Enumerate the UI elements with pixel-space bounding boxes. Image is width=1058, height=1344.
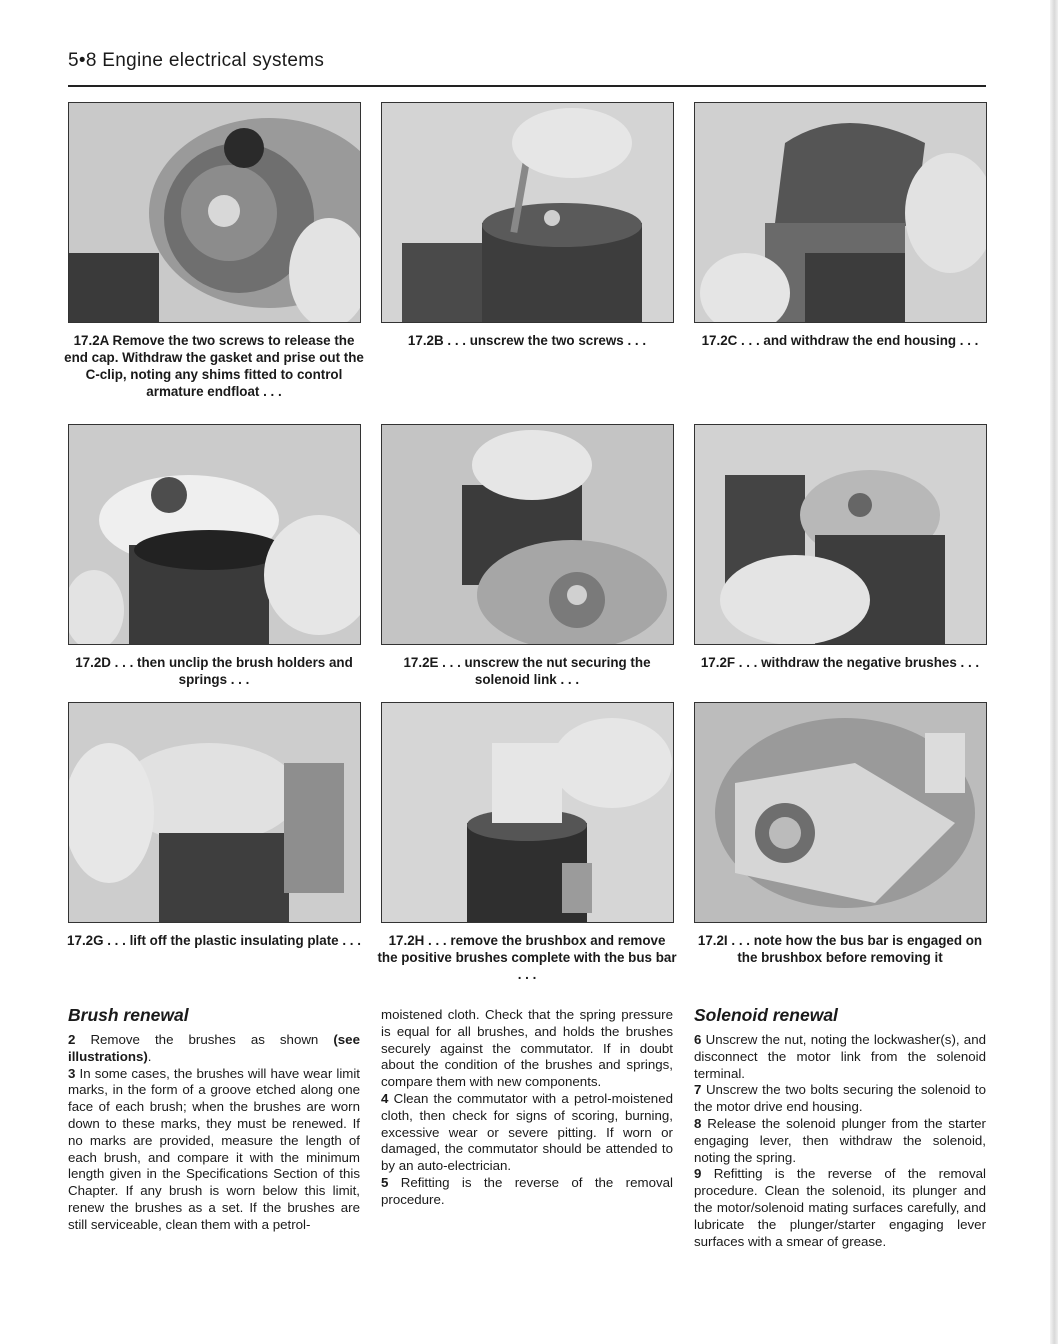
see-illustrations-ref: (see illustrations) [68,1032,360,1064]
paragraph-6: 6 Unscrew the nut, noting the lockwasher(s), and disconnect the motor link from the solenoid terminal. [694,1032,986,1081]
caption-17-2i: 17.2I . . . note how the bus bar is engaged on the brushbox before removing it [697,933,983,965]
paragraph-4: 4 Clean the commutator with a petrol-moistened cloth, then check for signs of scoring, burning, excessive wear or severe pitting. If worn or damaged, the commutator should be attended to by an auto-electrician. [381,1090,673,1174]
photo-17-2d [68,424,361,645]
caption-17-2d: 17.2D . . . then unclip the brush holders and springs . . . [75,655,353,687]
photo-17-2f [694,424,987,645]
text-column-2 [381,1007,673,1209]
heading-brush-renewal: Brush renewal [68,1005,189,1025]
paragraph-3: 3 In some cases, the brushes will have wear limit marks, in the form of a groove etched along one face of each brush; when the brushes are worn down to these marks, they must be renewed. If no marks are provided, measure the length of each brush, and compare it with the minimum length given in the Specifications Section of this Chapter. If any brush is worn below this limit, renew the brushes as a set. If the brushes are still serviceable, clean them with a petrol- [68,1065,360,1232]
photo-17-2a [68,102,361,323]
caption-17-2e: 17.2E . . . unscrew the nut securing the solenoid link . . . [403,655,651,687]
page-header [68,50,986,72]
paragraph-8: 8 Release the solenoid plunger from the starter engaging lever, then withdraw the solenoid, noting the spring. [694,1115,986,1165]
caption-17-2g: 17.2G . . . lift off the plastic insulating plate . . . [67,933,361,948]
caption-17-2h: 17.2H . . . remove the brushbox and remove the positive brushes complete with the bus bar . . . [377,933,677,982]
paragraph-9: 9 Refitting is the reverse of the removal procedure. Clean the solenoid, its plunger and the motor/solenoid mating surfaces carefully, and lubricate the plunger/starter engaging lever surfaces with a smear of grease. [694,1166,986,1249]
text-column-3 [694,1004,986,1250]
photo-17-2i [694,702,987,923]
heading-solenoid-renewal: Solenoid renewal [694,1005,838,1025]
photo-17-2c [694,102,987,323]
header-rule [68,85,986,87]
photo-17-2h [381,702,674,923]
paragraph-2: 2 Remove the brushes as shown (see illustrations). [68,1032,360,1064]
photo-17-2g [68,702,361,923]
paragraph-7: 7 Unscrew the two bolts securing the solenoid to the motor drive end housing. [694,1082,986,1115]
page-edge-shadow [1050,0,1058,1344]
caption-17-2c: 17.2C . . . and withdraw the end housing . . . [701,333,979,348]
paragraph-5: 5 Refitting is the reverse of the removal procedure. [381,1174,673,1207]
page-number: 5•8 [68,50,97,71]
caption-17-2b: 17.2B . . . unscrew the two screws . . . [407,333,647,348]
photo-17-2b [381,102,674,323]
chapter-title: Engine electrical systems [102,50,325,71]
photo-17-2e [381,424,674,645]
caption-17-2a: 17.2A Remove the two screws to release the end cap. Withdraw the gasket and prise out the C-clip, noting any shims fitted to control armature endfloat . . . [64,333,364,399]
paragraph-3-continued: moistened cloth. Check that the spring pressure is equal for all brushes, and holds the brushes securely against the commutator. If in doubt about the condition of the brushes and springs, compare them with new components. [381,1007,673,1090]
text-column-1 [68,1004,360,1234]
caption-17-2f: 17.2F . . . withdraw the negative brushes . . . [700,655,980,670]
